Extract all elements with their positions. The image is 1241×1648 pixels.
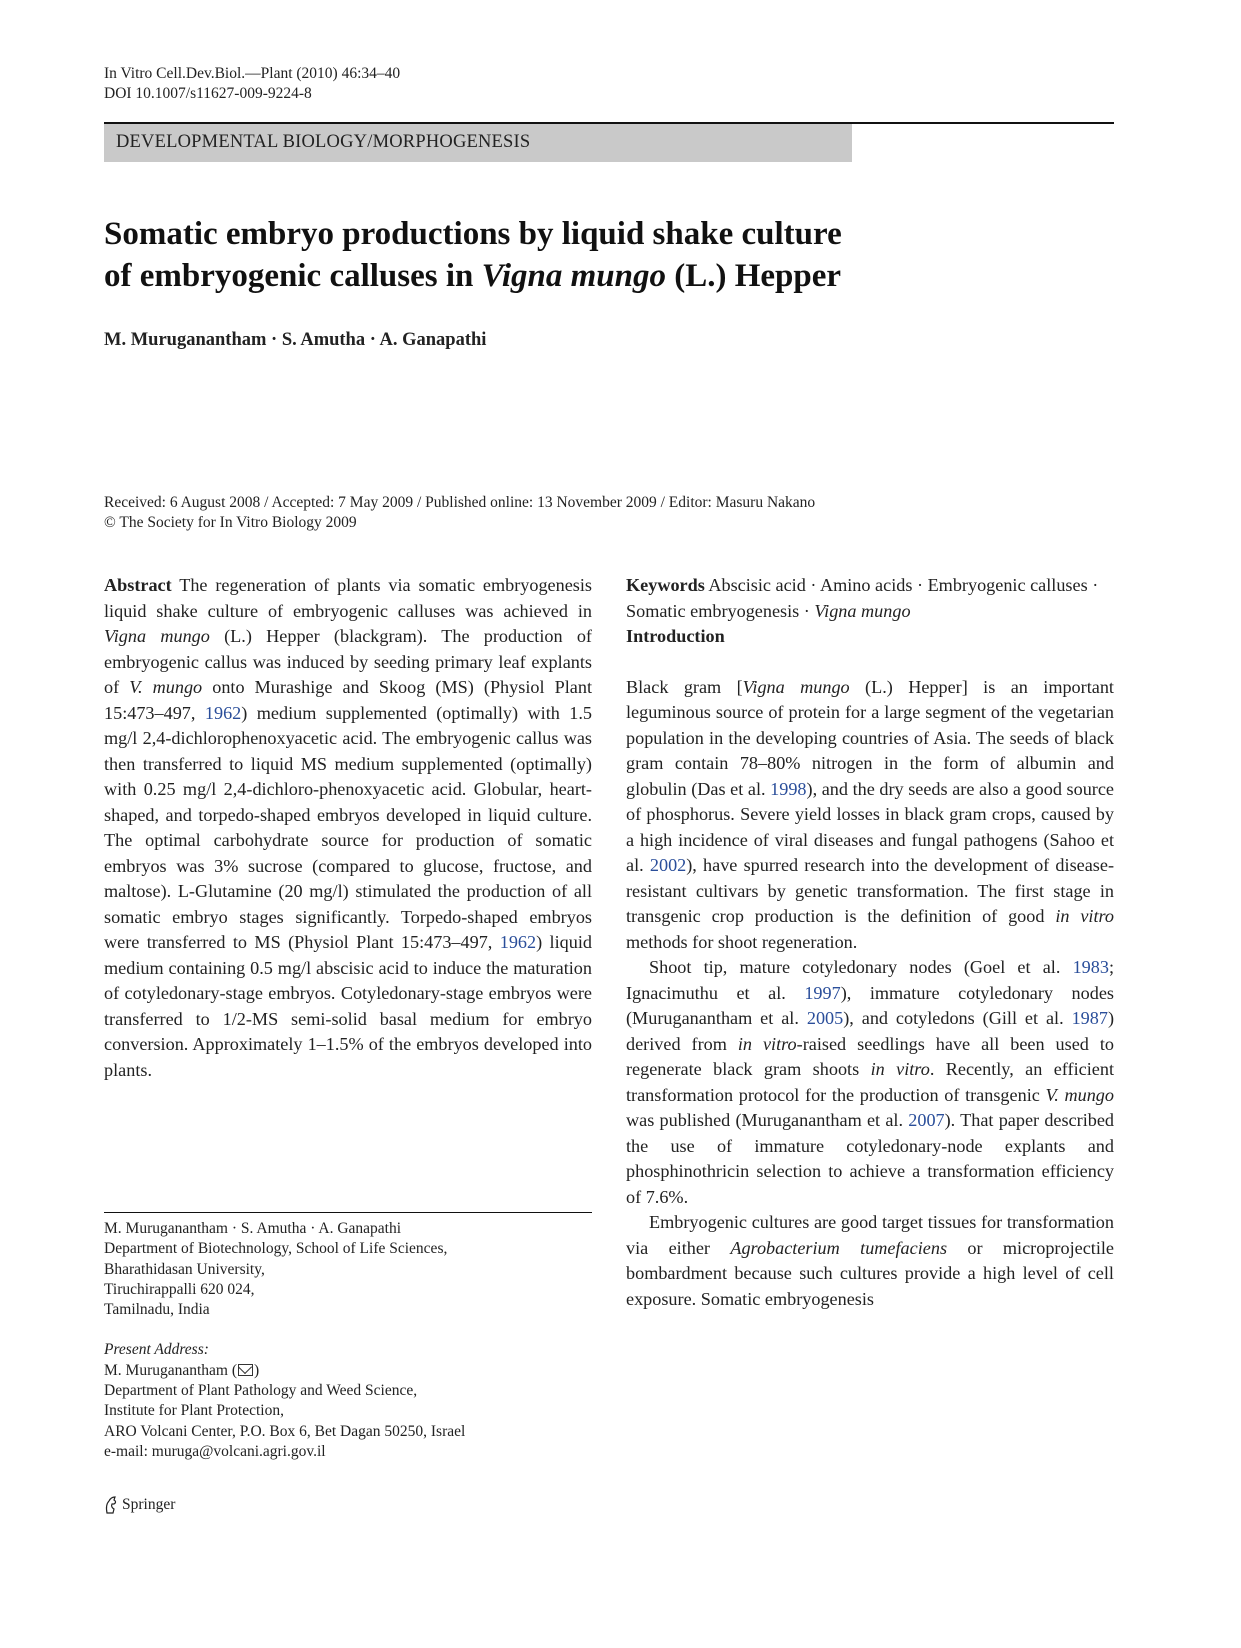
abstract-paragraph: Abstract The regeneration of plants via somatic embryogenesis liquid shake culture of embryogenic calluses was achieved in Vigna mungo (L.) Hepper (blackgram). The production of embryogenic callus was induced by seeding primary leaf explants of V. mungo onto Murashige and Skoog (MS) (Physiol Plant 15:473–497, 1962) medium supplemented (optimally) with 1.5 mg/l 2,4-dichlorophenoxyacetic acid. The embryogenic callus was then transferred to liquid MS medium supplemented (optimally) with 0.25 mg/l 2,4-dichloro-phenoxyacetic acid. Globular, heart-shaped, and torpedo-shaped embryos developed in liquid culture. The optimal carbohydrate source for production of somatic embryos was 3% sucrose (compared to glucose, fructose, and maltose). L-Glutamine (20 mg/l) stimulated the production of all somatic embryo stages significantly. Torpedo-shaped embryos were transferred to MS (Physiol Plant 15:473–497, 1962) liquid medium containing 0.5 mg/l abscisic acid to induce the maturation of cotyledonary-stage embryos. Cotyledonary-stage embryos were transferred to 1/2-MS semi-solid basal medium for embryo conversion. Approximately 1–1.5% of the embryos developed into plants. [104,575,593,1080]
affiliation-block [104,1219,592,1462]
affiliation-univ: Bharathidasan University, [104,1260,265,1278]
affiliation-authors: M. Muruganantham · S. Amutha · A. Ganapathi [104,1220,402,1237]
publisher-name: Springer [122,1496,176,1513]
title-species: Vigna mungo [481,258,666,294]
abstract-column [104,573,592,1083]
citation-link[interactable]: 1962 [204,702,242,723]
intro-paragraph: Black gram [Vigna mungo (L.) Hepper] is an important leguminous source of protein for a large segment of the vegetarian population in the developing countries of Asia. The seeds of black gram contain 78–80% nitrogen in the form of albumin and globulin (Das et al. 1998), and the dry seeds are also a good source of phosphorus. Severe yield losses in black gram crops, caused by a high incidence of viral diseases and fungal pathogens (Sahoo et al. 2002), have spurred research into the development of disease-resistant cultivars by genetic transformation. The first stage in transgenic crop production is the definition of good in vitro methods for shoot regeneration. [626,676,1114,952]
citation-link[interactable]: 2002 [649,855,687,875]
publisher-footer [104,1496,175,1514]
doi-line: DOI 10.1007/s11627-009-9224-8 [104,85,312,102]
title-text: of embryogenic calluses in [104,258,482,294]
title-text: (L.) Hepper [665,258,842,294]
springer-horse-icon [104,1496,118,1514]
present-address-label: Present Address: [104,1341,209,1359]
section-banner [104,124,852,162]
present-dept: Department of Plant Pathology and Weed Science, [104,1382,418,1400]
copyright-line: © The Society for In Vitro Biology 2009 [104,514,357,531]
present-inst: Institute for Plant Protection, [104,1402,284,1420]
affiliation-dept: Department of Biotechnology, School of Life Sciences, [104,1240,448,1258]
journal-line: In Vitro Cell.Dev.Biol.—Plant (2010) 46:34–40 [104,65,401,82]
citation-link[interactable]: 1962 [499,932,537,952]
citation-link[interactable]: 1998 [770,778,807,799]
dates-line: Received: 6 August 2008 / Accepted: 7 May 2009 / Published online: 13 November 2009 / Editor: Masuru Nakano [104,494,816,511]
journal-citation [104,64,400,104]
right-column [626,573,1114,1312]
paper-title [104,213,1004,297]
affiliation-city: Tiruchirappalli 620 024, [104,1280,255,1298]
publication-history [104,493,815,533]
email-link[interactable]: e-mail: muruga@volcani.agri.gov.il [104,1442,326,1460]
abstract-label: Abstract [104,575,172,595]
title-line-2 [104,255,1004,297]
intro-paragraph: Embryogenic cultures are good target tissues for transformation via either Agrobacterium tumefaciens or microprojectile bombardment because such cultures provide a high level of cell exposure. Somatic embryogenesis [626,1212,1114,1309]
title-line-1: Somatic embryo productions by liquid shake culture [104,216,842,252]
section-label: DEVELOPMENTAL BIOLOGY/MORPHOGENESIS [116,132,531,152]
citation-link[interactable]: 1983 [1072,957,1109,977]
citation-link[interactable]: 2005 [806,1008,844,1028]
citation-link[interactable]: 1997 [804,982,841,1003]
keywords-label: Keywords [626,575,705,595]
corresponding-author: M. Muruganantham ( ) [104,1361,260,1379]
citation-link[interactable]: 2007 [908,1110,945,1130]
present-address: ARO Volcani Center, P.O. Box 6, Bet Dagan 50250, Israel [104,1422,466,1440]
author-list: M. Muruganantham · S. Amutha · A. Ganapathi [104,330,487,350]
keywords-paragraph: Keywords Abscisic acid · Amino acids · Embryogenic calluses · Somatic embryogenesis · Vigna mungo [626,575,1099,621]
introduction-heading: Introduction [626,626,725,646]
envelope-icon [238,1364,253,1376]
affiliation-rule [104,1212,592,1213]
intro-paragraph: Shoot tip, mature cotyledonary nodes (Goel et al. 1983; Ignacimuthu et al. 1997), immature cotyledonary nodes (Muruganantham et al. 2005), and cotyledons (Gill et al. 1987) derived from in vitro-raised seedlings have all been used to regenerate black gram shoots in vitro. Recently, an efficient transformation protocol for the production of transgenic V. mungo was published (Muruganantham et al. 2007). That paper described the use of immature cotyledonary-node explants and phosphinothricin selection to achieve a transformation efficiency of 7.6%. [626,957,1115,1207]
citation-link[interactable]: 1987 [1071,1008,1108,1028]
affiliation-state: Tamilnadu, India [104,1301,210,1319]
